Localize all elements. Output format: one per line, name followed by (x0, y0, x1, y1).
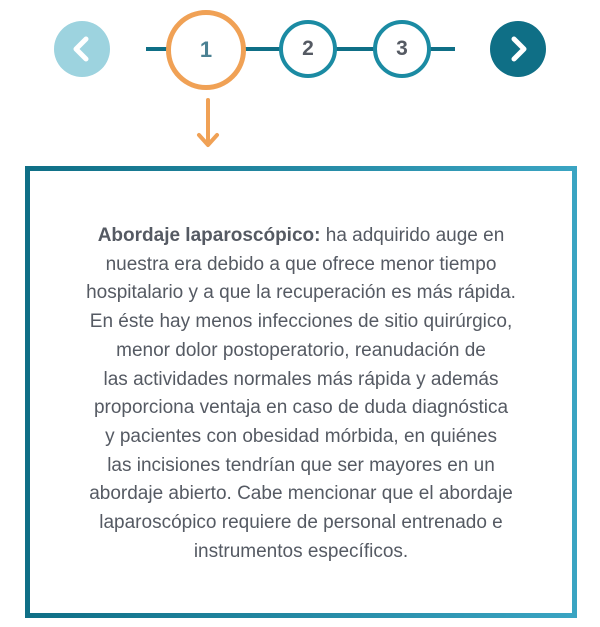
content-line-1-text: ha adquirido auge en (320, 225, 505, 246)
chevron-right-icon (505, 36, 531, 62)
content-line: instrumentos específicos. (193, 540, 409, 562)
content-line: hospitalario y a que la recuperación es más rápida. (86, 282, 516, 304)
content-line-1 (40, 222, 562, 251)
content-line: proporciona ventaja en caso de duda diagnóstica (93, 397, 509, 419)
stepper-line (146, 47, 168, 51)
content-box (25, 166, 577, 618)
stepper (0, 0, 600, 100)
content-line: laparoscópico requiere de personal entrenado e (99, 512, 503, 534)
next-button[interactable] (490, 21, 546, 77)
content-paragraph (40, 222, 562, 566)
step-3-button[interactable]: 3 (373, 20, 431, 78)
content-line: En éste hay menos infecciones de sitio quirúrgico, (89, 311, 513, 333)
prev-button[interactable] (54, 21, 110, 77)
term-heading: Abordaje laparoscópico: (97, 225, 321, 246)
content-line: abordaje abierto. Cabe mencionar que el abordaje (89, 483, 513, 505)
content-line: menor dolor postoperatorio, reanudación de (116, 339, 486, 361)
content-line: las incisiones tendrían que ser mayores en un (107, 454, 495, 476)
arrow-down-icon (196, 98, 220, 150)
content-line: y pacientes con obesidad mórbida, en quiénes (105, 425, 497, 447)
stepper-line (335, 47, 375, 51)
content-line: nuestra era debido a que ofrece menor tiempo (105, 253, 497, 275)
step-1-button[interactable]: 1 (166, 10, 246, 90)
step-2-button[interactable]: 2 (279, 20, 337, 78)
chevron-left-icon (69, 36, 95, 62)
stepper-line (429, 47, 455, 51)
content-line: las actividades normales más rápida y además (103, 368, 499, 390)
stepper-line (244, 47, 281, 51)
